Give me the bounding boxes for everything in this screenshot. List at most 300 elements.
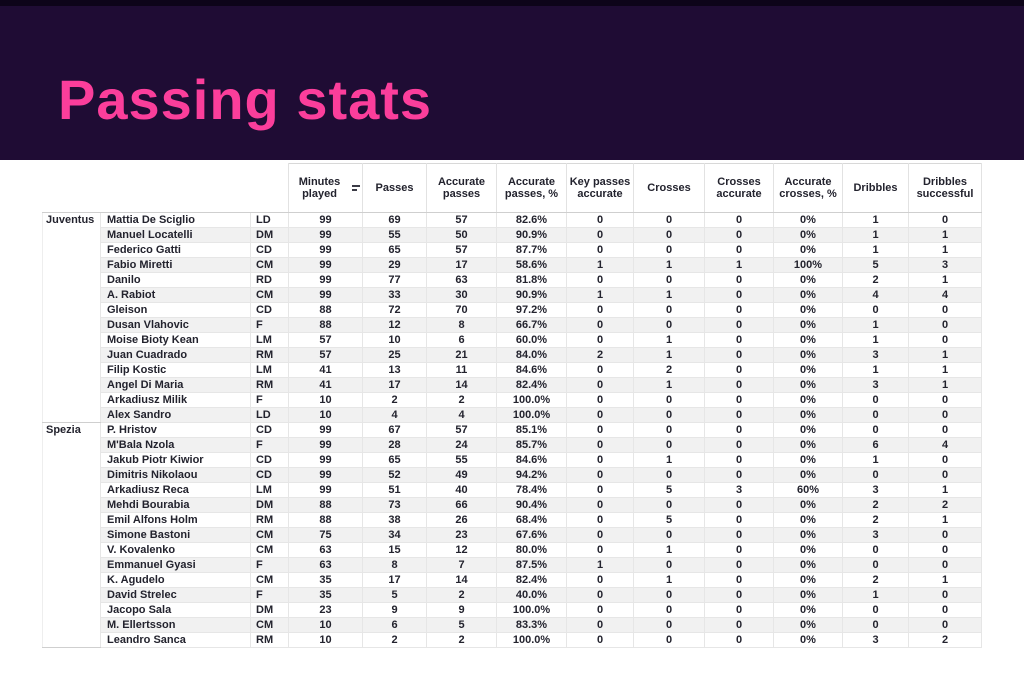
passing-stats-table <box>42 163 982 648</box>
stat-cell-key-passes-accurate: 0 <box>567 573 634 588</box>
stat-cell-passes: 67 <box>363 423 427 438</box>
player-position-cell: RD <box>251 273 289 288</box>
stat-cell-passes: 2 <box>363 393 427 408</box>
stat-cell-dribbles: 0 <box>843 603 909 618</box>
stat-cell-minutes-played: 99 <box>289 243 363 258</box>
stat-cell-accurate-crosses: 0% <box>774 243 843 258</box>
player-row <box>43 333 982 348</box>
page-header <box>0 0 1024 160</box>
player-name-cell: David Strelec <box>101 588 251 603</box>
stat-cell-crosses: 1 <box>634 348 705 363</box>
stat-cell-minutes-played: 99 <box>289 273 363 288</box>
table-header <box>43 164 982 213</box>
stat-cell-accurate-passes: 30 <box>427 288 497 303</box>
stat-cell-passes: 2 <box>363 633 427 648</box>
stat-cell-accurate-crosses: 0% <box>774 363 843 378</box>
stat-cell-accurate-crosses: 0% <box>774 303 843 318</box>
player-row <box>43 513 982 528</box>
stat-cell-passes: 34 <box>363 528 427 543</box>
player-position-cell: RM <box>251 513 289 528</box>
player-row <box>43 258 982 273</box>
col-header-accurate-passes[interactable] <box>497 164 567 213</box>
stat-cell-accurate-crosses: 0% <box>774 498 843 513</box>
stat-cell-dribbles-successful: 1 <box>909 348 982 363</box>
stat-cell-minutes-played: 23 <box>289 603 363 618</box>
stat-cell-dribbles: 1 <box>843 363 909 378</box>
stat-cell-accurate-crosses: 0% <box>774 468 843 483</box>
stat-cell-minutes-played: 63 <box>289 543 363 558</box>
stat-cell-accurate-passes: 2 <box>427 588 497 603</box>
stat-cell-accurate-crosses: 0% <box>774 573 843 588</box>
stat-cell-key-passes-accurate: 1 <box>567 558 634 573</box>
stat-cell-passes: 13 <box>363 363 427 378</box>
stat-cell-accurate-passes: 17 <box>427 258 497 273</box>
player-row <box>43 543 982 558</box>
stat-cell-passes: 29 <box>363 258 427 273</box>
player-row <box>43 363 982 378</box>
stat-cell-crosses: 0 <box>634 243 705 258</box>
stat-cell-passes: 55 <box>363 228 427 243</box>
page-title: Passing stats <box>58 68 433 131</box>
stat-cell-accurate-passes: 84.0% <box>497 348 567 363</box>
player-row <box>43 618 982 633</box>
stat-cell-passes: 10 <box>363 333 427 348</box>
stat-cell-passes: 12 <box>363 318 427 333</box>
stat-cell-dribbles: 1 <box>843 333 909 348</box>
stat-cell-dribbles: 0 <box>843 393 909 408</box>
stat-cell-accurate-passes: 57 <box>427 213 497 228</box>
stat-cell-passes: 69 <box>363 213 427 228</box>
player-row <box>43 408 982 423</box>
col-header-accurate-passes[interactable] <box>427 164 497 213</box>
stat-cell-minutes-played: 88 <box>289 513 363 528</box>
stat-cell-passes: 77 <box>363 273 427 288</box>
stat-cell-accurate-passes: 82.4% <box>497 573 567 588</box>
team-cell-juventus: Juventus <box>43 213 101 423</box>
stat-cell-minutes-played: 99 <box>289 468 363 483</box>
stat-cell-crosses: 0 <box>634 213 705 228</box>
stat-cell-crosses-accurate: 0 <box>705 243 774 258</box>
stat-cell-accurate-passes: 100.0% <box>497 633 567 648</box>
stat-cell-crosses: 1 <box>634 543 705 558</box>
stat-cell-passes: 17 <box>363 573 427 588</box>
stat-cell-dribbles-successful: 0 <box>909 558 982 573</box>
col-header-label: Dribbles successful <box>916 176 974 200</box>
player-position-cell: CM <box>251 288 289 303</box>
stat-cell-accurate-crosses: 0% <box>774 453 843 468</box>
stat-cell-accurate-passes: 100.0% <box>497 408 567 423</box>
stat-cell-dribbles: 0 <box>843 618 909 633</box>
player-position-cell: RM <box>251 378 289 393</box>
stat-cell-accurate-passes: 50 <box>427 228 497 243</box>
stat-cell-dribbles-successful: 0 <box>909 543 982 558</box>
player-row <box>43 348 982 363</box>
stat-cell-key-passes-accurate: 0 <box>567 318 634 333</box>
stat-cell-accurate-passes: 80.0% <box>497 543 567 558</box>
stat-cell-crosses: 1 <box>634 378 705 393</box>
stat-cell-key-passes-accurate: 0 <box>567 333 634 348</box>
stat-cell-key-passes-accurate: 2 <box>567 348 634 363</box>
player-name-cell: Federico Gatti <box>101 243 251 258</box>
player-name-cell: K. Agudelo <box>101 573 251 588</box>
stat-cell-accurate-crosses: 0% <box>774 333 843 348</box>
stat-cell-accurate-passes: 85.1% <box>497 423 567 438</box>
stat-cell-dribbles-successful: 2 <box>909 633 982 648</box>
stat-cell-accurate-crosses: 0% <box>774 348 843 363</box>
player-position-cell: CD <box>251 243 289 258</box>
stat-cell-passes: 72 <box>363 303 427 318</box>
stat-cell-crosses-accurate: 3 <box>705 483 774 498</box>
sort-descending-icon[interactable] <box>352 183 360 193</box>
stat-cell-key-passes-accurate: 0 <box>567 408 634 423</box>
stat-cell-key-passes-accurate: 0 <box>567 228 634 243</box>
stat-cell-passes: 52 <box>363 468 427 483</box>
player-row <box>43 213 982 228</box>
stat-cell-accurate-passes: 94.2% <box>497 468 567 483</box>
stat-cell-accurate-passes: 14 <box>427 573 497 588</box>
stat-cell-key-passes-accurate: 0 <box>567 378 634 393</box>
player-name-cell: M. Ellertsson <box>101 618 251 633</box>
stat-cell-minutes-played: 99 <box>289 258 363 273</box>
player-name-cell: Alex Sandro <box>101 408 251 423</box>
col-header-passes[interactable] <box>363 164 427 213</box>
stat-cell-key-passes-accurate: 0 <box>567 603 634 618</box>
stat-cell-crosses: 2 <box>634 363 705 378</box>
stat-cell-accurate-passes: 5 <box>427 618 497 633</box>
stat-cell-minutes-played: 57 <box>289 333 363 348</box>
stat-cell-crosses-accurate: 0 <box>705 528 774 543</box>
stat-cell-crosses-accurate: 0 <box>705 513 774 528</box>
stat-cell-key-passes-accurate: 0 <box>567 453 634 468</box>
stat-cell-dribbles: 0 <box>843 468 909 483</box>
stat-cell-crosses-accurate: 0 <box>705 318 774 333</box>
stat-cell-crosses: 0 <box>634 228 705 243</box>
stat-cell-key-passes-accurate: 0 <box>567 528 634 543</box>
stat-cell-crosses-accurate: 0 <box>705 498 774 513</box>
col-header-crosses-accurate[interactable] <box>705 164 774 213</box>
stat-cell-dribbles: 2 <box>843 513 909 528</box>
stat-cell-accurate-crosses: 0% <box>774 378 843 393</box>
stat-cell-passes: 25 <box>363 348 427 363</box>
stat-cell-accurate-crosses: 0% <box>774 588 843 603</box>
stat-cell-dribbles-successful: 0 <box>909 408 982 423</box>
stat-cell-accurate-passes: 63 <box>427 273 497 288</box>
stat-cell-passes: 6 <box>363 618 427 633</box>
stat-cell-accurate-passes: 84.6% <box>497 453 567 468</box>
col-header-minutes-played[interactable] <box>289 164 363 213</box>
stat-cell-crosses: 0 <box>634 408 705 423</box>
stat-cell-dribbles: 0 <box>843 423 909 438</box>
stat-cell-accurate-passes: 60.0% <box>497 333 567 348</box>
stat-cell-crosses: 0 <box>634 528 705 543</box>
stat-cell-accurate-passes: 87.7% <box>497 243 567 258</box>
stat-cell-dribbles: 6 <box>843 438 909 453</box>
player-position-cell: LM <box>251 333 289 348</box>
stat-cell-dribbles-successful: 4 <box>909 438 982 453</box>
stat-cell-dribbles-successful: 1 <box>909 228 982 243</box>
stat-cell-crosses: 1 <box>634 258 705 273</box>
stat-cell-dribbles-successful: 0 <box>909 528 982 543</box>
stat-cell-accurate-passes: 21 <box>427 348 497 363</box>
player-position-cell: LM <box>251 483 289 498</box>
stat-cell-crosses: 1 <box>634 333 705 348</box>
stat-cell-crosses: 0 <box>634 438 705 453</box>
stat-cell-accurate-crosses: 0% <box>774 543 843 558</box>
col-header-label: Key passes accurate <box>569 176 631 200</box>
player-row <box>43 228 982 243</box>
col-header-label: Dribbles <box>853 182 898 194</box>
stat-cell-crosses-accurate: 0 <box>705 378 774 393</box>
stat-cell-passes: 28 <box>363 438 427 453</box>
player-row <box>43 303 982 318</box>
stat-cell-accurate-crosses: 0% <box>774 393 843 408</box>
stat-cell-crosses-accurate: 0 <box>705 348 774 363</box>
player-position-cell: DM <box>251 498 289 513</box>
stat-cell-dribbles-successful: 4 <box>909 288 982 303</box>
player-row <box>43 378 982 393</box>
stat-cell-minutes-played: 10 <box>289 618 363 633</box>
stat-cell-accurate-crosses: 0% <box>774 423 843 438</box>
stat-cell-key-passes-accurate: 0 <box>567 243 634 258</box>
col-header-label: Accurate passes, % <box>504 176 559 200</box>
stat-cell-crosses-accurate: 0 <box>705 423 774 438</box>
stat-cell-crosses-accurate: 0 <box>705 633 774 648</box>
stat-cell-dribbles-successful: 1 <box>909 573 982 588</box>
player-name-cell: Filip Kostic <box>101 363 251 378</box>
col-header-dribbles-successful[interactable] <box>909 164 982 213</box>
header-spacer <box>43 164 289 213</box>
player-row <box>43 468 982 483</box>
stat-cell-key-passes-accurate: 1 <box>567 258 634 273</box>
stat-cell-dribbles: 1 <box>843 213 909 228</box>
stat-cell-dribbles-successful: 3 <box>909 258 982 273</box>
col-header-accurate-crosses[interactable] <box>774 164 843 213</box>
stat-cell-minutes-played: 88 <box>289 498 363 513</box>
player-position-cell: RM <box>251 348 289 363</box>
stat-cell-dribbles: 2 <box>843 573 909 588</box>
stat-cell-crosses: 1 <box>634 453 705 468</box>
player-position-cell: DM <box>251 603 289 618</box>
player-name-cell: Angel Di Maria <box>101 378 251 393</box>
stat-cell-accurate-passes: 82.4% <box>497 378 567 393</box>
stat-cell-key-passes-accurate: 0 <box>567 303 634 318</box>
stat-cell-dribbles: 3 <box>843 378 909 393</box>
stat-cell-dribbles: 0 <box>843 303 909 318</box>
player-position-cell: LD <box>251 408 289 423</box>
stat-cell-dribbles-successful: 1 <box>909 273 982 288</box>
stat-cell-accurate-passes: 6 <box>427 333 497 348</box>
stat-cell-key-passes-accurate: 0 <box>567 483 634 498</box>
stat-cell-minutes-played: 10 <box>289 408 363 423</box>
stat-cell-accurate-passes: 11 <box>427 363 497 378</box>
col-header-dribbles[interactable] <box>843 164 909 213</box>
col-header-key-passes-accurate[interactable] <box>567 164 634 213</box>
player-row <box>43 603 982 618</box>
player-position-cell: LM <box>251 363 289 378</box>
stat-cell-accurate-passes: 97.2% <box>497 303 567 318</box>
player-row <box>43 318 982 333</box>
stat-cell-dribbles-successful: 0 <box>909 453 982 468</box>
stat-cell-accurate-crosses: 0% <box>774 288 843 303</box>
stat-cell-accurate-passes: 55 <box>427 453 497 468</box>
player-row <box>43 243 982 258</box>
stat-cell-key-passes-accurate: 0 <box>567 498 634 513</box>
player-name-cell: Leandro Sanca <box>101 633 251 648</box>
stat-cell-accurate-passes: 8 <box>427 318 497 333</box>
stat-cell-accurate-crosses: 60% <box>774 483 843 498</box>
stat-cell-crosses: 0 <box>634 588 705 603</box>
stat-cell-key-passes-accurate: 1 <box>567 288 634 303</box>
stat-cell-accurate-crosses: 0% <box>774 603 843 618</box>
player-position-cell: F <box>251 558 289 573</box>
stat-cell-crosses: 1 <box>634 288 705 303</box>
stat-cell-passes: 9 <box>363 603 427 618</box>
stat-cell-accurate-passes: 67.6% <box>497 528 567 543</box>
player-row <box>43 393 982 408</box>
stat-cell-passes: 65 <box>363 453 427 468</box>
stat-cell-accurate-passes: 66 <box>427 498 497 513</box>
stat-cell-accurate-passes: 23 <box>427 528 497 543</box>
stat-cell-accurate-crosses: 0% <box>774 528 843 543</box>
player-position-cell: F <box>251 318 289 333</box>
stat-cell-dribbles-successful: 1 <box>909 378 982 393</box>
stat-cell-accurate-passes: 2 <box>427 393 497 408</box>
stat-cell-crosses: 0 <box>634 318 705 333</box>
stat-cell-minutes-played: 35 <box>289 573 363 588</box>
stat-cell-crosses: 0 <box>634 468 705 483</box>
stat-cell-minutes-played: 99 <box>289 483 363 498</box>
player-name-cell: Jakub Piotr Kiwior <box>101 453 251 468</box>
stat-cell-minutes-played: 63 <box>289 558 363 573</box>
stat-cell-key-passes-accurate: 0 <box>567 393 634 408</box>
stat-cell-accurate-passes: 57 <box>427 243 497 258</box>
stat-cell-dribbles: 4 <box>843 288 909 303</box>
stat-cell-accurate-crosses: 100% <box>774 258 843 273</box>
player-position-cell: DM <box>251 228 289 243</box>
stat-cell-crosses-accurate: 0 <box>705 273 774 288</box>
stat-cell-dribbles: 0 <box>843 558 909 573</box>
stat-cell-crosses-accurate: 0 <box>705 438 774 453</box>
stat-cell-crosses-accurate: 0 <box>705 618 774 633</box>
player-position-cell: CM <box>251 618 289 633</box>
stat-cell-passes: 38 <box>363 513 427 528</box>
stat-cell-accurate-passes: 90.4% <box>497 498 567 513</box>
player-row <box>43 288 982 303</box>
stat-cell-key-passes-accurate: 0 <box>567 588 634 603</box>
stat-cell-dribbles-successful: 0 <box>909 213 982 228</box>
stat-cell-accurate-crosses: 0% <box>774 618 843 633</box>
stat-cell-crosses: 0 <box>634 603 705 618</box>
stat-cell-passes: 17 <box>363 378 427 393</box>
stat-cell-crosses-accurate: 0 <box>705 393 774 408</box>
stat-cell-minutes-played: 10 <box>289 633 363 648</box>
stat-cell-crosses-accurate: 0 <box>705 408 774 423</box>
stat-cell-crosses-accurate: 0 <box>705 288 774 303</box>
stat-cell-dribbles: 0 <box>843 408 909 423</box>
player-row <box>43 558 982 573</box>
stat-cell-passes: 4 <box>363 408 427 423</box>
stat-cell-accurate-passes: 57 <box>427 423 497 438</box>
stat-cell-accurate-passes: 70 <box>427 303 497 318</box>
stat-cell-accurate-crosses: 0% <box>774 438 843 453</box>
stat-cell-minutes-played: 99 <box>289 228 363 243</box>
player-position-cell: RM <box>251 633 289 648</box>
stat-cell-accurate-passes: 100.0% <box>497 603 567 618</box>
stat-cell-passes: 73 <box>363 498 427 513</box>
col-header-label: Minutes played <box>298 176 341 200</box>
stat-cell-dribbles: 1 <box>843 588 909 603</box>
stat-cell-crosses: 5 <box>634 513 705 528</box>
stat-cell-crosses-accurate: 0 <box>705 363 774 378</box>
player-name-cell: Jacopo Sala <box>101 603 251 618</box>
stat-cell-minutes-played: 88 <box>289 318 363 333</box>
stat-cell-crosses: 0 <box>634 303 705 318</box>
player-row <box>43 438 982 453</box>
stat-cell-dribbles: 2 <box>843 273 909 288</box>
stat-cell-minutes-played: 99 <box>289 423 363 438</box>
stat-cell-dribbles-successful: 1 <box>909 483 982 498</box>
top-strip <box>0 0 1024 6</box>
player-position-cell: CD <box>251 453 289 468</box>
stat-cell-crosses: 0 <box>634 633 705 648</box>
stat-cell-dribbles: 1 <box>843 318 909 333</box>
stat-cell-dribbles: 1 <box>843 228 909 243</box>
stat-cell-crosses: 5 <box>634 483 705 498</box>
stat-cell-crosses: 0 <box>634 273 705 288</box>
stat-cell-passes: 15 <box>363 543 427 558</box>
stat-cell-crosses-accurate: 0 <box>705 603 774 618</box>
stat-cell-minutes-played: 57 <box>289 348 363 363</box>
stat-cell-crosses-accurate: 0 <box>705 228 774 243</box>
stat-cell-accurate-passes: 100.0% <box>497 393 567 408</box>
stat-cell-accurate-passes: 9 <box>427 603 497 618</box>
stat-cell-dribbles: 1 <box>843 453 909 468</box>
stat-cell-dribbles-successful: 2 <box>909 498 982 513</box>
player-name-cell: Mehdi Bourabia <box>101 498 251 513</box>
player-position-cell: CD <box>251 468 289 483</box>
player-row <box>43 573 982 588</box>
player-position-cell: LD <box>251 213 289 228</box>
player-position-cell: CD <box>251 303 289 318</box>
stat-cell-dribbles-successful: 1 <box>909 513 982 528</box>
stat-cell-minutes-played: 99 <box>289 288 363 303</box>
stat-cell-crosses-accurate: 0 <box>705 468 774 483</box>
stat-cell-crosses-accurate: 0 <box>705 303 774 318</box>
stat-cell-passes: 8 <box>363 558 427 573</box>
stat-cell-passes: 51 <box>363 483 427 498</box>
stat-cell-key-passes-accurate: 0 <box>567 213 634 228</box>
stat-cell-key-passes-accurate: 0 <box>567 273 634 288</box>
stat-cell-dribbles-successful: 0 <box>909 393 982 408</box>
stat-cell-key-passes-accurate: 0 <box>567 513 634 528</box>
stat-cell-accurate-crosses: 0% <box>774 228 843 243</box>
stat-cell-accurate-passes: 58.6% <box>497 258 567 273</box>
stat-cell-accurate-crosses: 0% <box>774 513 843 528</box>
player-name-cell: Simone Bastoni <box>101 528 251 543</box>
stat-cell-crosses-accurate: 0 <box>705 573 774 588</box>
player-name-cell: Arkadiusz Reca <box>101 483 251 498</box>
stat-cell-dribbles-successful: 0 <box>909 588 982 603</box>
col-header-crosses[interactable] <box>634 164 705 213</box>
stat-cell-minutes-played: 10 <box>289 393 363 408</box>
stat-cell-key-passes-accurate: 0 <box>567 468 634 483</box>
stat-cell-minutes-played: 35 <box>289 588 363 603</box>
stat-cell-dribbles: 5 <box>843 258 909 273</box>
player-name-cell: A. Rabiot <box>101 288 251 303</box>
player-position-cell: F <box>251 393 289 408</box>
stat-cell-dribbles-successful: 1 <box>909 243 982 258</box>
stat-cell-crosses: 0 <box>634 498 705 513</box>
